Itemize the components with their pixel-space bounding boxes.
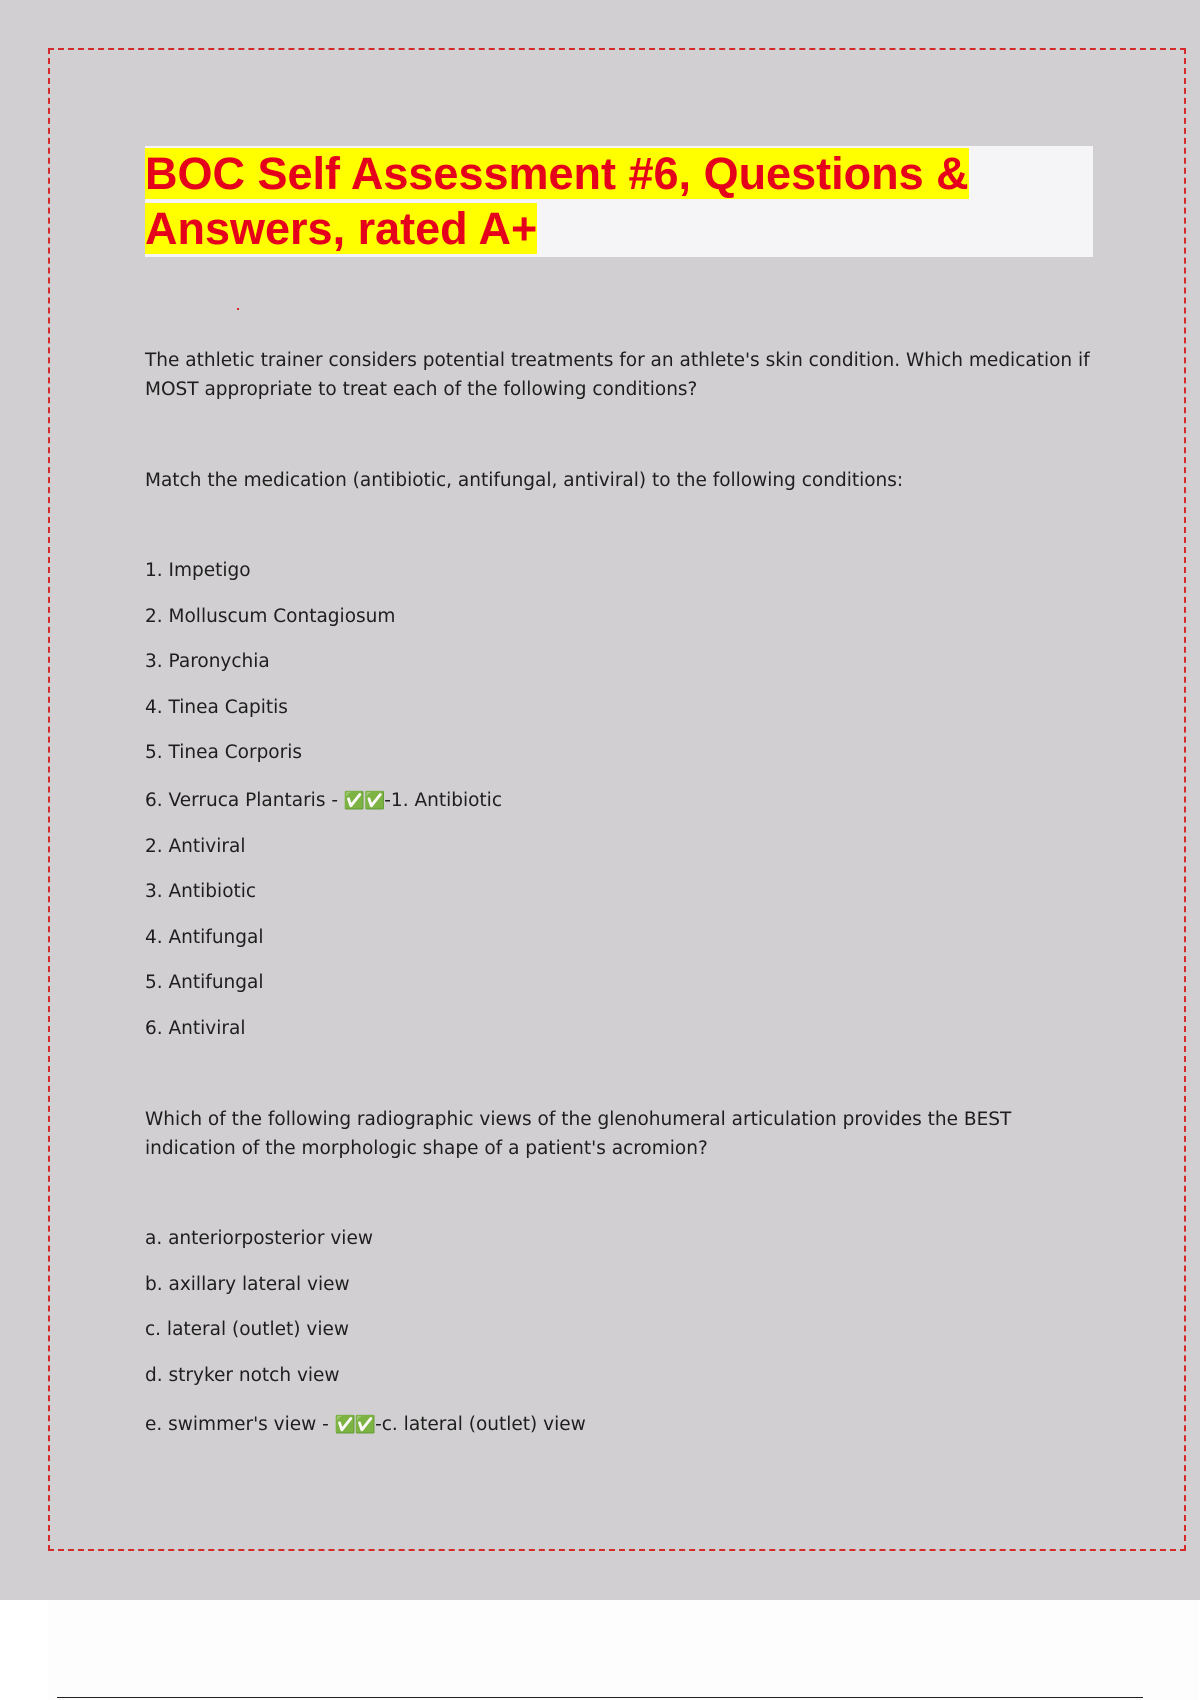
condition-item: 1. Impetigo: [145, 560, 251, 581]
answer-item: 2. Antiviral: [145, 836, 246, 857]
condition-label: 6. Verruca Plantaris -: [145, 790, 344, 811]
option-item: d. stryker notch view: [145, 1365, 340, 1386]
question-1-prompt: The athletic trainer considers potential treatments for an athlete's skin condition. Which medication if MOST appropriate to treat each of the following conditions?: [145, 350, 1090, 400]
double-check-icon: ✅✅: [334, 1415, 376, 1435]
answer-text: -c. lateral (outlet) view: [375, 1414, 586, 1435]
condition-item: 3. Paronychia: [145, 651, 270, 672]
condition-item-with-answer: [145, 789, 502, 813]
answer-item: 5. Antifungal: [145, 972, 264, 993]
condition-item: 5. Tinea Corporis: [145, 742, 303, 763]
option-label: e. swimmer's view -: [145, 1414, 335, 1435]
question-1-instruction: Match the medication (antibiotic, antifungal, antiviral) to the following conditions:: [145, 470, 904, 491]
document-title: [145, 146, 1093, 256]
option-item: c. lateral (outlet) view: [145, 1319, 349, 1340]
answer-item: 4. Antifungal: [145, 927, 264, 948]
stray-mark: [237, 308, 239, 310]
answer-item: 3. Antibiotic: [145, 881, 257, 902]
question-2-prompt: Which of the following radiographic views of the glenohumeral articulation provides the BEST indication of the morphologic shape of a patient's acromion?: [145, 1109, 1012, 1159]
double-check-icon: ✅✅: [343, 791, 385, 811]
option-item: b. axillary lateral view: [145, 1274, 350, 1295]
title-line-2: Answers, rated A+: [145, 203, 538, 254]
answer-item: 6. Antiviral: [145, 1018, 246, 1039]
title-line-1: BOC Self Assessment #6, Questions &: [145, 148, 969, 199]
condition-item: 4. Tinea Capitis: [145, 697, 288, 718]
option-item-with-answer: [145, 1413, 586, 1437]
next-page-area: [48, 1600, 1198, 1700]
condition-item: 2. Molluscum Contagiosum: [145, 606, 396, 627]
answer-text: -1. Antibiotic: [384, 790, 502, 811]
page-rule: [57, 1697, 1143, 1698]
option-item: a. anteriorposterior view: [145, 1228, 373, 1249]
